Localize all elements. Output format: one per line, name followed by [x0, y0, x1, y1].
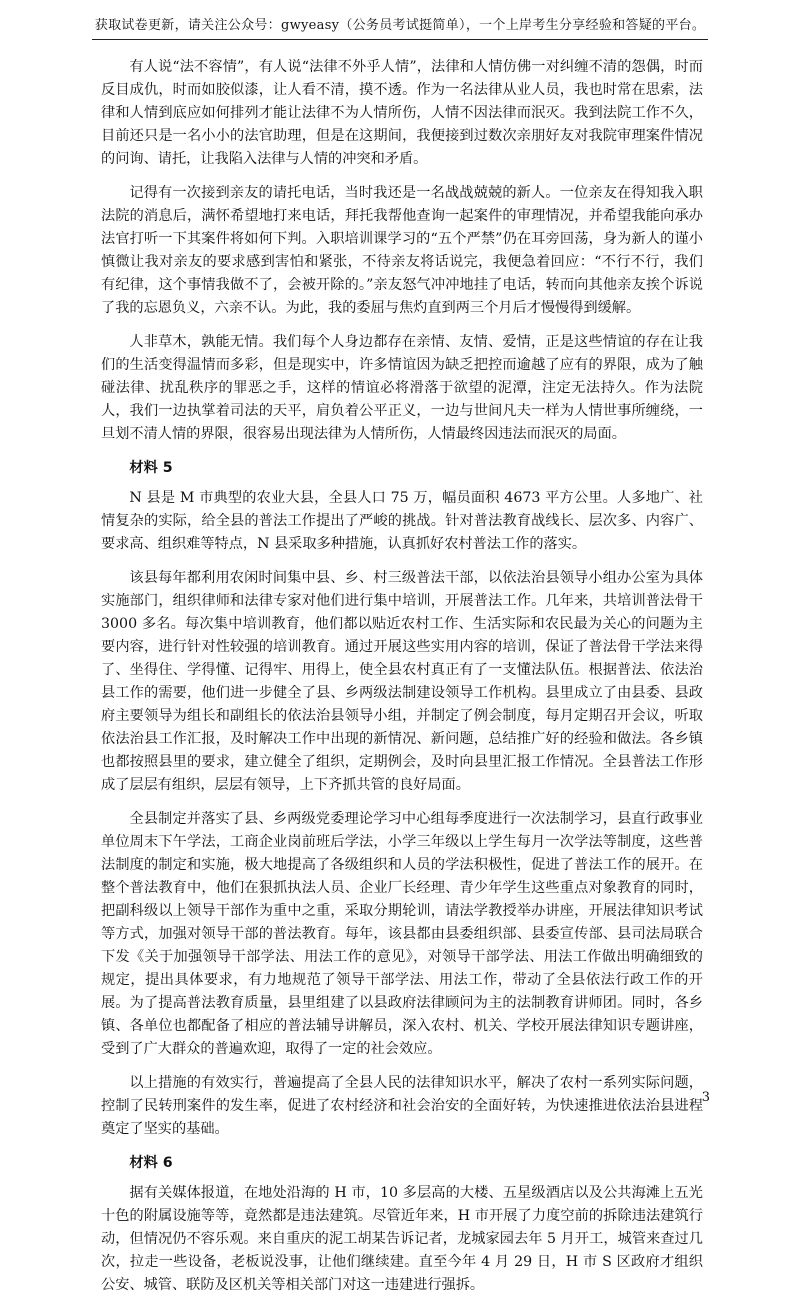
material-5-paragraph-2: 该县每年都利用农闲时间集中县、乡、村三级普法干部，以依法治县领导小组办公室为具体实施部门，组织律师和法律专家对他们进行集中培训，开展普法工作。几年来，共培训普法骨干 3000 多名。每次集中培训教育，他们都以贴近农村工作、生活实际和农民最为关心的问题为主要内容，进行针对性较强的培训教育。通过开展这些实用内容的培训，保证了普法骨干学法来得了、坐得住、学得懂、记得牢、用得上，使全县农村真正有了一支懂法队伍。根据普法、依法治县工作的需要，他们进一步健全了县、乡两级法制建设领导工作机构。县里成立了由县委、县政府主要领导为组长和副组长的依法治县领导小组，并制定了例会制度，每月定期召开会议，听取依法治县工作汇报，及时解决工作中出现的新情况、新问题，总结推广好的经验和做法。各乡镇也都按照县里的要求，建立健全了组织，定期例会，及时向县里汇报工作情况。全县普法工作形成了层层有组织，层层有领导，上下齐抓共管的良好局面。 — [101, 570, 703, 793]
material-5-heading: 材料 5 — [129, 460, 173, 476]
material-6-heading: 材料 6 — [129, 1155, 173, 1171]
material-6-paragraph-1: 据有关媒体报道，在地处沿海的 H 市，10 多层高的大楼、五星级酒店以及公共海滩上五光十色的附属设施等等，竟然都是违法建筑。尽管近年来，H 市开展了力度空前的拆除违法建筑行动，但情况仍不容乐观。来自重庆的泥工胡某告诉记者，龙城家园去年 5 月开工，城管来查过几次，拉走一些设备，老板说没事，让他们继续建。直至今年 4 月 29 日，H 市 S 区政府才组织公安、城管、联防及区机关等相关部门对这一违建进行强拆。 — [101, 1185, 703, 1293]
body-paragraph-1: 有人说“法不容情”，有人说“法律不外乎人情”，法律和人情仿佛一对纠缠不清的怨偶，时而反目成仇，时而如胶似漆，让人看不清，摸不透。作为一名法律从业人员，我也时常在思索，法律和人情到底应如何排列才能让法律不为人情所伤，人情不因法律而泯灭。我到法院工作不久，目前还只是一名小小的法官助理，但是在这期间，我便接到过数次亲朋好友对我院审理案件情况的问询、请托，让我陷入法律与人情的冲突和矛盾。 — [101, 59, 703, 167]
material-5-paragraph-4: 以上措施的有效实行，普遍提高了全县人民的法律知识水平，解决了农村一系列实际问题，控制了民转刑案件的发生率，促进了农村经济和社会治安的全面好转，为快速推进依法治县进程奠定了坚实的基础。 — [101, 1075, 703, 1137]
material-5-paragraph-3: 全县制定并落实了县、乡两级党委理论学习中心组每季度进行一次法制学习，县直行政事业单位周末下午学法，工商企业岗前班后学法，小学三年级以上学生每月一次学法等制度，这些普法制度的制定和实施，极大地提高了各级组织和人员的学法积极性，促进了普法工作的展开。在整个普法教育中，他们在狠抓执法人员、企业厂长经理、青少年学生这些重点对象教育的同时，把副科级以上领导干部作为重中之重，采取分期轮训，请法学教授举办讲座，开展法律知识考试等方式，加强对领导干部的普法教育。每年，该县都由县委组织部、县委宣传部、县司法局联合下发《关于加强领导干部学法、用法工作的意见》，对领导干部学法、用法工作做出明确细致的规定，提出具体要求，有力地规范了领导干部学法、用法工作，带动了全县依法行政工作的开展。为了提高普法教育质量，县里组建了以县政府法律顾问为主的法制教育讲师团。同时，各乡镇、各单位也都配备了相应的普法辅导讲解员，深入农村、机关、学校开展法律知识专题讲座，受到了广大群众的普遍欢迎，取得了一定的社会效应。 — [101, 811, 703, 1057]
body-paragraph-2: 记得有一次接到亲友的请托电话，当时我还是一名战战兢兢的新人。一位亲友在得知我入职法院的消息后，满怀希望地打来电话，拜托我帮他查询一起案件的审理情况，并希望我能向承办法官打听一下其案件将如何下判。入职培训课学习的“五个严禁”仍在耳旁回荡，身为新人的谨小慎微让我对亲友的要求感到害怕和紧张，不待亲友将话说完，我便急着回应：“不行不行，我们有纪律，这个事情我做不了，会被开除的。”亲友怒气冲冲地挂了电话，转而向其他亲友挨个诉说了我的忘恩负义，六亲不认。为此，我的委屈与焦灼直到两三个月后才慢慢得到缓解。 — [101, 185, 703, 316]
document-body — [101, 56, 703, 1308]
material-5-paragraph-1: N 县是 M 市典型的农业大县，全县人口 75 万，幅员面积 4673 平方公里。人多地广、社情复杂的实际，给全县的普法工作提出了严峻的挑战。针对普法教育战线长、层次多、内容广、要求高、组织难等特点，N 县采取多种措施，认真抓好农村普法工作的落实。 — [101, 490, 703, 552]
body-paragraph-3: 人非草木，孰能无情。我们每个人身边都存在亲情、友情、爱情，正是这些情谊的存在让我们的生活变得温情而多彩，但是现实中，许多情谊因为缺乏把控而逾越了应有的界限，成为了触碰法律、扰乱秩序的罪恶之手，这样的情谊必将滑落于欲望的泥潭，注定无法持久。作为法院人，我们一边执掌着司法的天平，肩负着公平正义，一边与世间凡夫一样为人情世事所缠绕，一旦划不清人情的界限，很容易出现法律为人情所伤，人情最终因违法而泯灭的局面。 — [101, 334, 703, 442]
page-number: 3 — [701, 1090, 710, 1105]
page-header-notice: 获取试卷更新，请关注公众号：gwyeasy（公务员考试挺简单），一个上岸考生分享经验和答疑的平台。 — [92, 14, 708, 40]
